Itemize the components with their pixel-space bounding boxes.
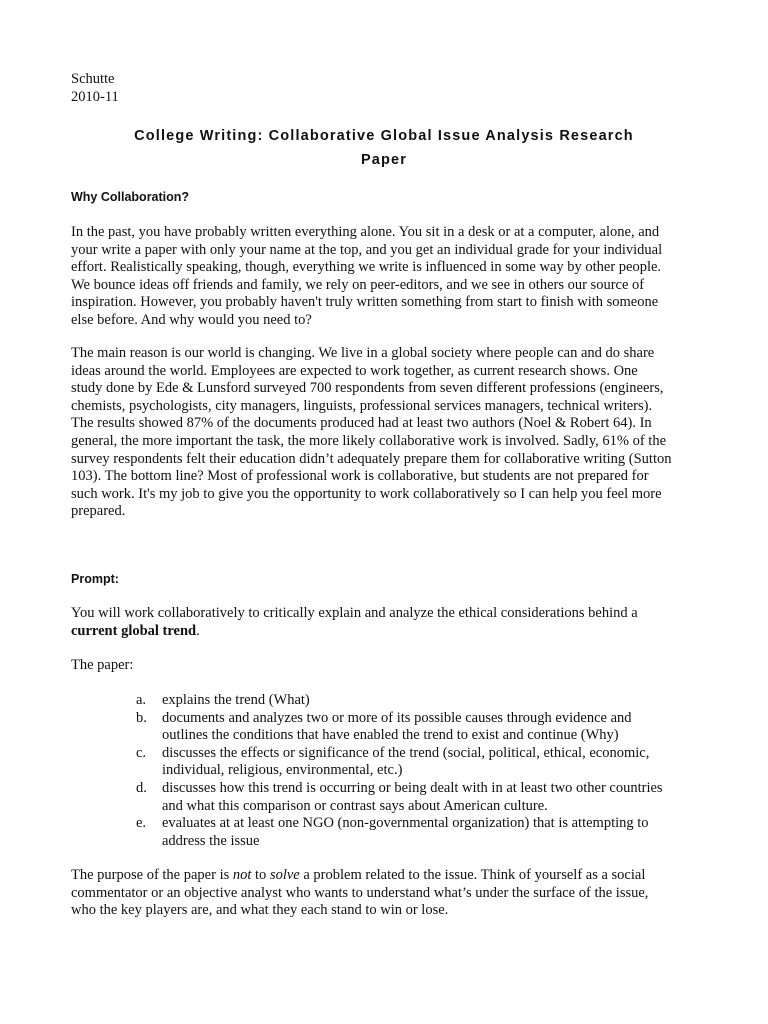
list-item bbox=[136, 692, 716, 710]
paragraph-line: inspiration. However, you probably haven't truly written something from start to finish with someone bbox=[71, 294, 659, 311]
list-item-text: individual, religious, environmental, etc.) bbox=[162, 762, 403, 779]
paragraph-line bbox=[71, 867, 701, 885]
paragraph-line: In the past, you have probably written everything alone. You sit in a desk or at a computer, alone, and bbox=[71, 224, 660, 240]
paragraph-line: effort. Realistically speaking, though, everything we write is influenced in some way by other people. bbox=[71, 259, 662, 276]
paragraph-line: who the key players are, and what they each stand to win or lose. bbox=[71, 902, 449, 919]
list-marker: b. bbox=[136, 709, 147, 726]
list-item-text: outlines the conditions that have enabled the trend to exist and continue (Why) bbox=[162, 727, 619, 744]
paragraph-line: such work. It's my job to give you the opportunity to work collaboratively so I can help you feel more bbox=[71, 485, 662, 502]
paragraph-line bbox=[71, 623, 701, 641]
paragraph-line: 103). The bottom line? Most of professional work is collaborative, but students are not prepared for bbox=[71, 468, 649, 485]
paragraph-line: prepared. bbox=[71, 503, 126, 520]
list-item-text: discusses how this trend is occurring or being dealt with in at least two other countries bbox=[162, 779, 663, 796]
paragraph-line: study done by Ede & Lunsford surveyed 700 respondents from seven different professions (engineers, bbox=[71, 380, 664, 397]
title-line-2: Paper bbox=[360, 152, 408, 168]
paragraph-line: general, the more important the task, the more likely collaborative work is involved. Sadly, 61% of the bbox=[71, 432, 667, 449]
prompt-heading: Prompt: bbox=[71, 572, 119, 586]
intro-paragraph bbox=[71, 224, 701, 330]
document-title bbox=[71, 124, 697, 172]
title-line-1: College Writing: Collaborative Global Issue Analysis Research bbox=[134, 128, 634, 144]
school-year: 2010-11 bbox=[71, 89, 119, 105]
emphasis-not: not bbox=[232, 867, 252, 883]
why-collaboration-heading: Why Collaboration? bbox=[71, 190, 190, 204]
emphasis-solve: solve bbox=[269, 867, 300, 883]
purpose-paragraph bbox=[71, 867, 701, 920]
paragraph-line: ideas around the world. Employees are expected to work together, as current research shows. One bbox=[71, 362, 638, 379]
paragraph-line: The main reason is our world is changing. We live in a global society where people can and do share bbox=[71, 345, 655, 361]
text-segment: to bbox=[251, 867, 270, 883]
list-item-text: evaluates at at least one NGO (non-governmental organization) that is attempting to bbox=[162, 815, 649, 832]
prompt-paragraph bbox=[71, 605, 701, 640]
paragraph-line: chemists, psychologists, city managers, linguists, professional services managers, technical writers). bbox=[71, 397, 653, 414]
list-item bbox=[136, 780, 716, 815]
paragraph-line: The results showed 87% of the documents produced had at least two authors (Noel & Robert 64). In bbox=[71, 415, 652, 432]
paragraph-line: survey respondents felt their education didn’t adequately prepare them for collaborative writing (Sutton bbox=[71, 450, 672, 467]
paragraph-line: your write a paper with only your name at the top, and you get an individual grade for your individual bbox=[71, 241, 663, 258]
list-item-text: explains the trend (What) bbox=[162, 692, 310, 708]
list-item-text: discusses the effects or significance of the trend (social, political, ethical, economic, bbox=[162, 744, 650, 761]
list-marker: c. bbox=[136, 744, 147, 761]
bold-phrase: current global trend bbox=[71, 622, 197, 639]
list-item-text: documents and analyzes two or more of its possible causes through evidence and bbox=[162, 709, 632, 726]
list-item bbox=[136, 815, 716, 850]
list-marker: d. bbox=[136, 779, 147, 796]
author-name: Schutte bbox=[71, 71, 115, 87]
requirements-list bbox=[136, 692, 716, 850]
reason-paragraph bbox=[71, 345, 701, 521]
paragraph-line: You will work collaboratively to critically explain and analyze the ethical considerations behind a bbox=[71, 605, 638, 621]
list-item bbox=[136, 745, 716, 780]
paragraph-line: We bounce ideas off friends and family, we rely on peer-editors, and we see in others our source of bbox=[71, 276, 645, 293]
paragraph-line: else before. And why would you need to? bbox=[71, 311, 312, 328]
list-marker: e. bbox=[136, 815, 147, 832]
list-marker: a. bbox=[136, 692, 147, 708]
list-item bbox=[136, 710, 716, 745]
paragraph-line: commentator or an objective analyst who wants to understand what’s under the surface of the issue, bbox=[71, 884, 649, 901]
paper-label: The paper: bbox=[71, 657, 134, 673]
text-segment: a problem related to the issue. Think of yourself as a social bbox=[299, 867, 646, 883]
text-segment: The purpose of the paper is bbox=[71, 867, 233, 883]
sentence-end: . bbox=[196, 622, 200, 639]
list-item-text: and what this comparison or contrast says about American culture. bbox=[162, 797, 548, 814]
list-item-text: address the issue bbox=[162, 832, 260, 849]
